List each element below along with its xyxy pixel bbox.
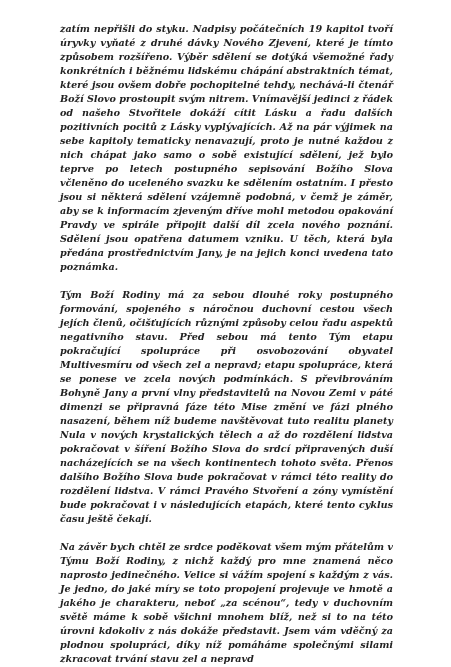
document-page — [60, 23, 393, 667]
paragraph-intro: zatím nepřišli do styku. Nadpisy počátečních 19 kapitol tvoří úryvky vyňaté z druhé dávky Nového Zjevení, které je tímto způsobem rozšířeno. Výběr sdělení se dotýká všemožné řady konkrétních i běžnému lidskému chápání abstraktních témat, které jsou ovšem dobře pochopitelné tehdy, nechává-li čtenář Boží Slovo prostoupit svým nitrem. Vnímavější jedinci z řádek od našeho Stvořitele dokáží cítit Lásku a řadu dalších pozitivních pocitů z Lásky vyplývajících. Až na pár výjimek na sebe kapitoly tematicky nenavazují, proto je nutné každou z nich chápat jako samo o sobě existující sdělení, jež bylo teprve po letech postupného sepisování Božího Slova včleněno do uceleného svazku ke sdělením ostatním. I přesto jsou si některá sdělení vzájemně podobná, v čemž je záměr, aby se k informacím zjeveným dříve mohl metodou opakování Pravdy ve spirále připojit další díl zcela nového poznání. Sdělení jsou opatřena datumem vzniku. U těch, která byla předána prostřednictvím Jany, je na jejich konci uvedena tato poznámka. — [60, 24, 394, 273]
paragraph-team: Tým Boží Rodiny má za sebou dlouhé roky postupného formování, spojeného s náročnou duchovní cestou všech jejích členů, očišťujících různými způsoby celou řadu aspektů negativního stavu. Před sebou má tento Tým etapu pokračující spolupráce při osvobozování obyvatel Multivesmíru od všech zel a nepravd; etapu spolupráce, která se ponese ve zcela nových podmínkách. S převibrováním Bohyně Jany a první vlny představitelů na Novou Zemi v páté dimenzi se připravná fáze této Mise změní ve fázi plného nasazení, během níž budeme navštěvovat tuto realitu planety Nula v nových krystalických tělech a až do rozdělení lidstva pokračovat v šíření Božího Slova do srdcí připravených duší nacházejících se na všech kontinentech tohoto světa. Přenos dalšího Božího Slova bude pokračovat v rámci této reality do rozdělení lidstva. V rámci Pravého Stvoření a zóny vymístění bude pokračovat i v následujících etapách, které tento cyklus času ještě čekají. — [60, 290, 393, 525]
paragraph-thanks: Na závěr bych chtěl ze srdce poděkovat všem mým přátelům v Týmu Boží Rodiny, z nichž každý pro mne znamená něco naprosto jedinečného. Velice si vážím spojení s každým z vás. Je jedno, do jaké míry se toto propojení projevuje ve hmotě a jakého je charakteru, neboť „za scénou“, tedy v duchovním světě máme k sobě všichni mnohem blíž, než si to na této úrovni kdokoliv z nás dokáže představit. Jsem vám vděčný za plodnou spolupráci, díky níž pomáháme společnými silami zkracovat trvání stavu zel a nepravd — [60, 542, 393, 665]
